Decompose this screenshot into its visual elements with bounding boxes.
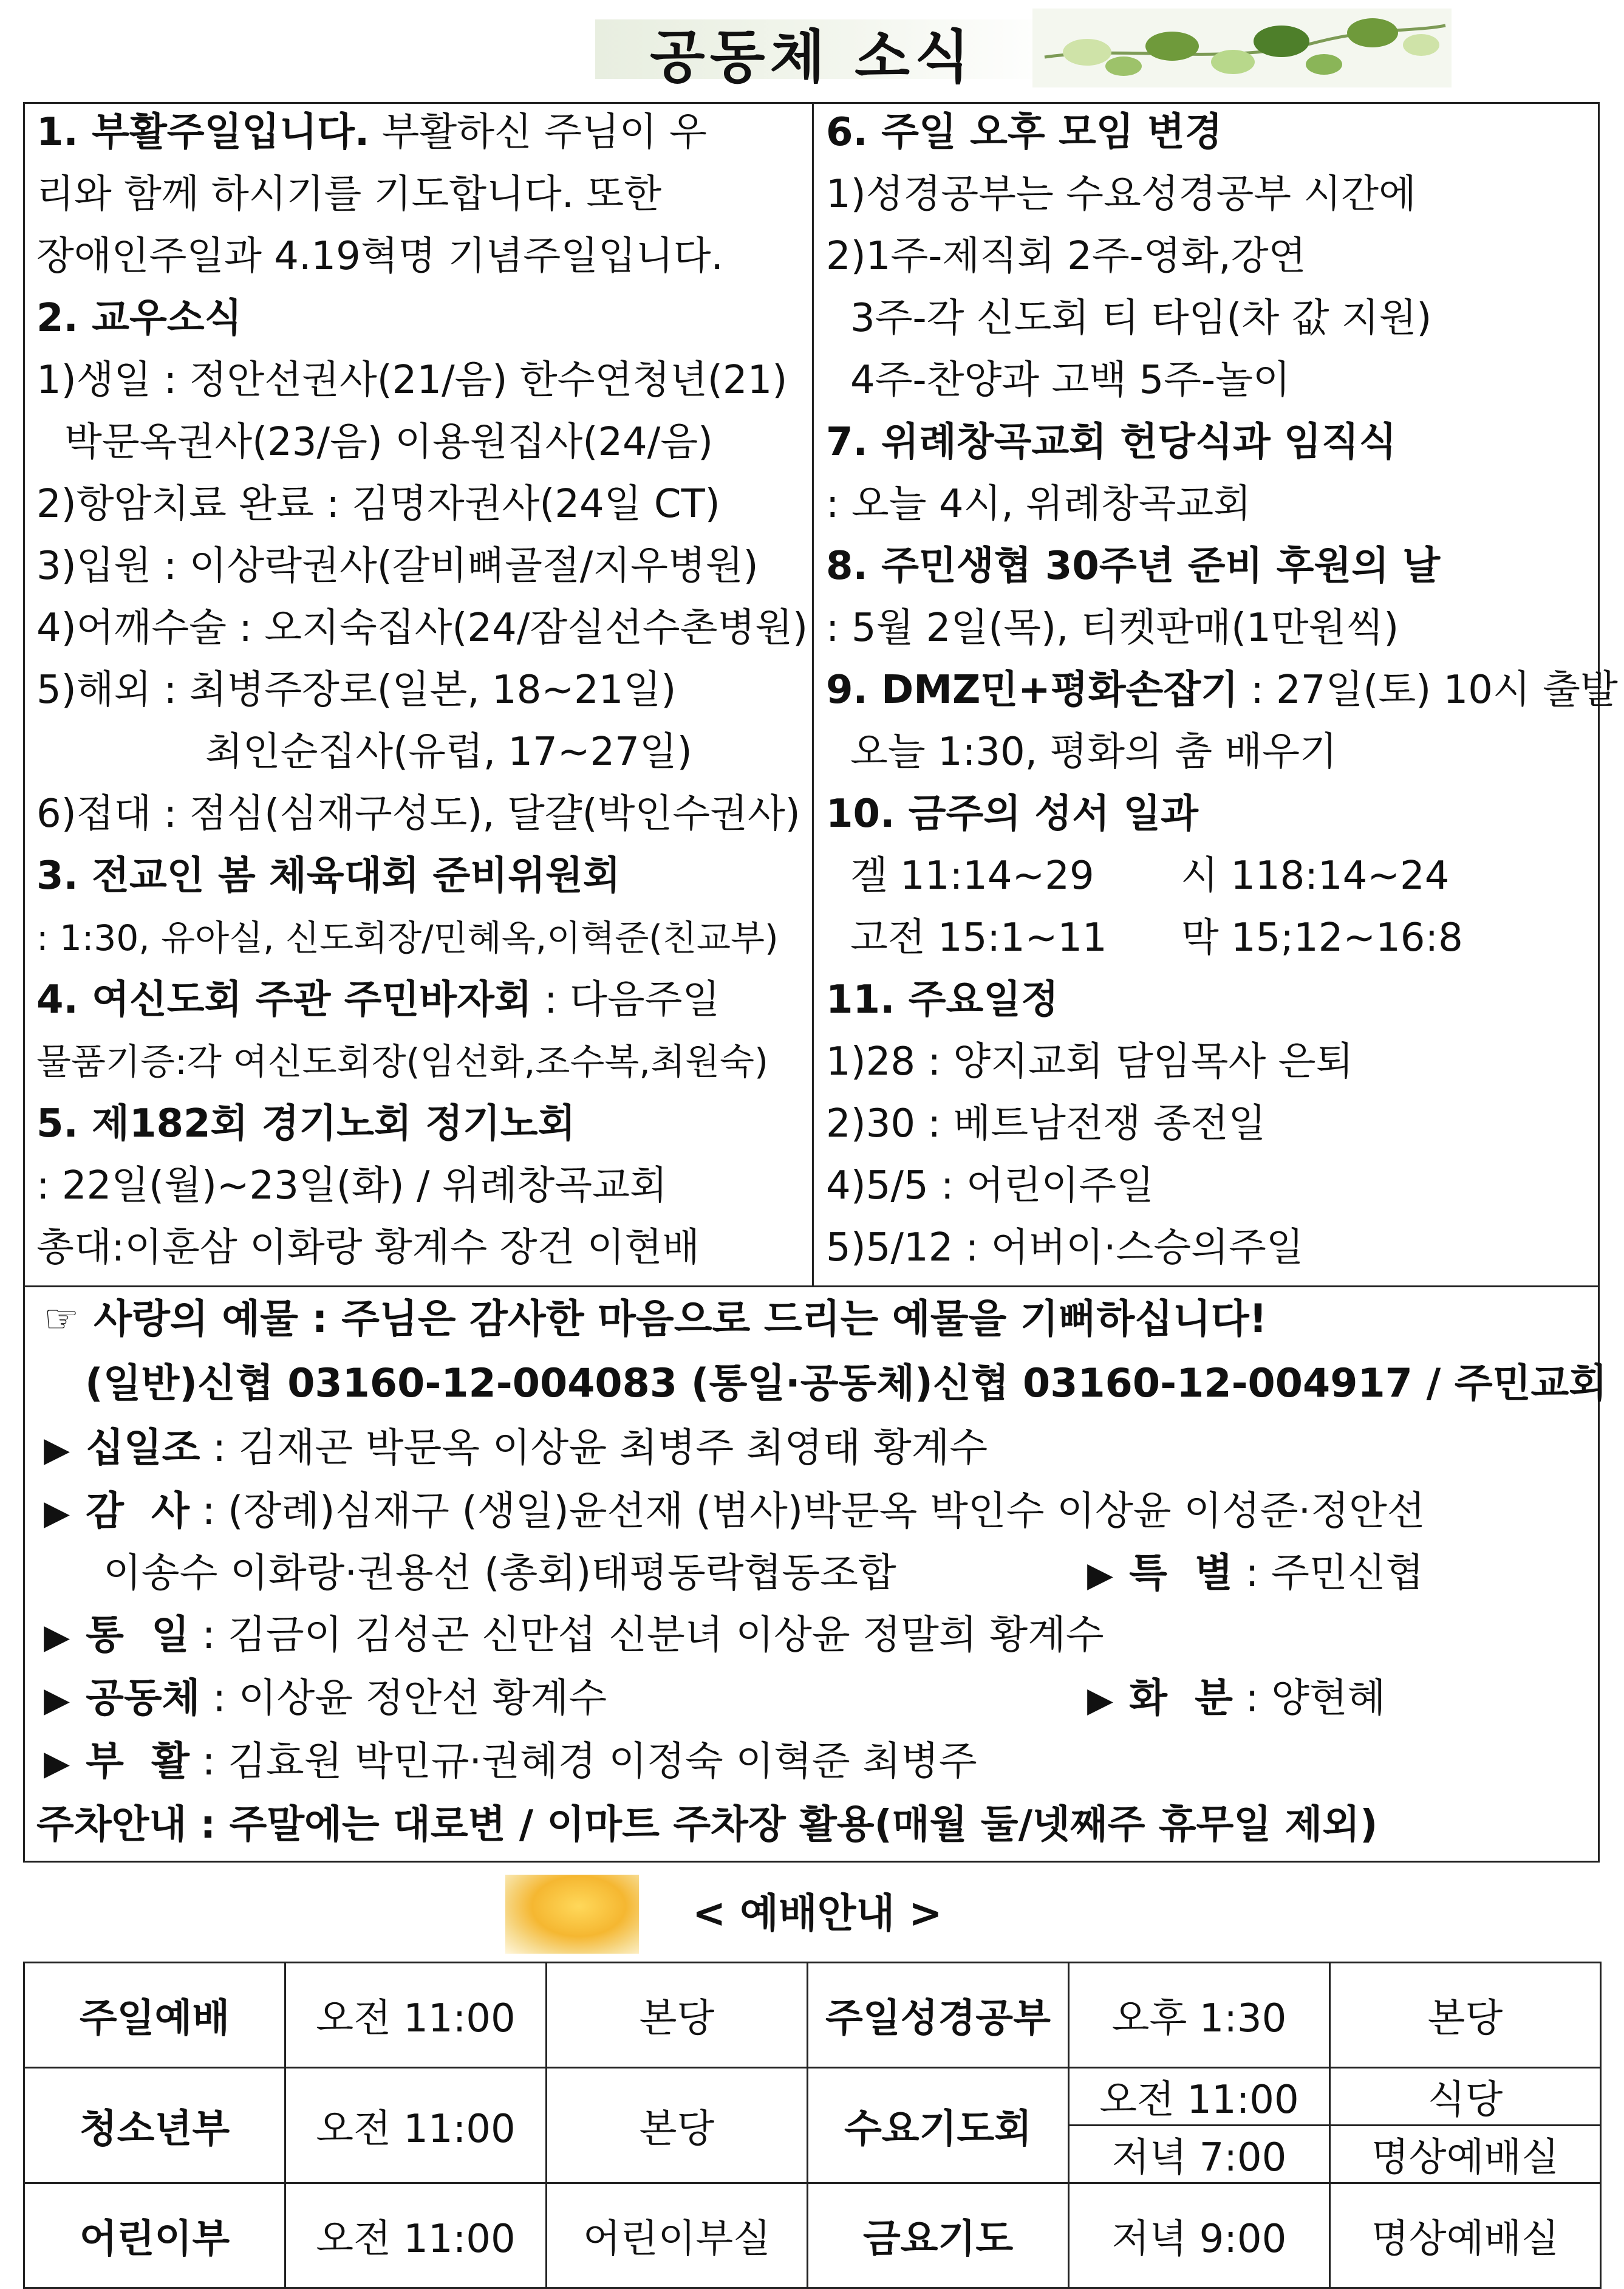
pointing-hand-icon: ☞: [44, 1296, 80, 1342]
news-line: 2)항암치료 완료 : 김명자권사(24일 CT): [36, 482, 720, 527]
news-line: 5)해외 : 최병주장로(일본, 18~21일): [36, 668, 677, 713]
offering-line-easter: [44, 1731, 977, 1794]
parking-notice: 주차안내 : 주말에는 대로변 / 이마트 주차장 활용(매월 둘/넷째주 휴무일 제외): [36, 1802, 1378, 1847]
title-area: [595, 6, 1458, 91]
news-heading: 6. 주일 오후 모임 변경: [826, 110, 1223, 155]
service-place: 명상예배실: [1330, 2183, 1601, 2288]
news-heading: 8. 주민생협 30주년 준비 후원의 날: [826, 544, 1441, 589]
news-item-9-line: [826, 660, 1618, 720]
flower-image: [505, 1875, 639, 1954]
offering-label: 특 별: [1129, 1550, 1233, 1596]
news-line: 4주-찬양과 고백 5주-놀이: [850, 358, 1291, 403]
service-name: 청소년부: [24, 2068, 285, 2183]
service-name: 주일예배: [24, 1963, 285, 2068]
offering-label: 화 분: [1129, 1675, 1233, 1721]
service-place: 본당: [547, 2068, 808, 2183]
news-line: 최인순집사(유럽, 17~27일): [205, 730, 692, 775]
schedule-title: < 예배안내 >: [692, 1890, 943, 1937]
news-line: : 5월 2일(목), 티켓판매(1만원씩): [826, 606, 1399, 651]
news-line: 장애인주일과 4.19혁명 기념주일입니다.: [36, 234, 723, 279]
offering-names: : 김효원 박민규·권혜경 이정숙 이혁준 최병주: [189, 1739, 977, 1784]
service-time-split: [1069, 2068, 1330, 2183]
offering-heading: [44, 1289, 1267, 1350]
news-line: 오늘 1:30, 평화의 춤 배우기: [850, 730, 1337, 775]
news-line: 6)접대 : 점심(심재구성도), 달걀(박인수권사): [36, 792, 800, 837]
service-name: 수요기도회: [808, 2068, 1069, 2183]
news-line: 고전 15:1~11 막 15;12~16:8: [850, 915, 1463, 960]
service-time: 오전 11:00: [285, 2183, 547, 2288]
service-place: 본당: [1330, 1963, 1601, 2068]
news-line: 1)생일 : 정안선권사(21/음) 한수연청년(21): [36, 358, 788, 403]
news-line: : 오늘 4시, 위례창곡교회: [826, 482, 1252, 527]
news-line: 4)어깨수술 : 오지숙집사(24/잠실선수촌병원): [36, 606, 808, 651]
news-heading: 10. 금주의 성서 일과: [826, 792, 1198, 837]
page-title: 공동체 소식: [650, 24, 975, 91]
news-heading: 11. 주요일정: [826, 977, 1059, 1022]
offering-names: : 이상윤 정안선 황계수: [200, 1675, 607, 1721]
news-line: 리와 함께 하시기를 기도합니다. 또한: [36, 172, 662, 217]
offering-label: 통 일: [86, 1612, 189, 1658]
offering-names: : 김재곤 박문옥 이상윤 최병주 최영태 황계수: [200, 1425, 988, 1471]
service-name: 금요기도: [808, 2183, 1069, 2288]
offering-line-flower: [1087, 1668, 1386, 1731]
triangle-right-icon: ▶: [44, 1617, 70, 1657]
service-time: 오전 11:00: [285, 1963, 547, 2068]
news-line: 3)입원 : 이상락권사(갈비뼈골절/지우병원): [36, 544, 759, 589]
triangle-right-icon: ▶: [1087, 1555, 1114, 1595]
triangle-right-icon: ▶: [1087, 1680, 1114, 1720]
news-line: 2)30 : 베트남전쟁 종전일: [826, 1101, 1266, 1146]
news-heading: 9. DMZ민+평화손잡기: [826, 668, 1238, 713]
news-text: : 다음주일: [531, 977, 720, 1022]
triangle-right-icon: ▶: [44, 1493, 70, 1533]
news-item-4-line: [36, 970, 720, 1030]
service-time: 오후 1:30: [1069, 1963, 1330, 2068]
table-row: [24, 2183, 1601, 2288]
service-name: 주일성경공부: [808, 1963, 1069, 2068]
news-line: 5)5/12 : 어버이·스승의주일: [826, 1225, 1304, 1270]
table-row: [24, 2068, 1601, 2183]
news-heading: 3. 전교인 봄 체육대회 준비위원회: [36, 854, 621, 898]
leaf-decoration-icon: [1032, 9, 1452, 87]
service-time: 오전 11:00: [285, 2068, 547, 2183]
triangle-right-icon: ▶: [44, 1680, 70, 1720]
news-line: 박문옥권사(23/음) 이용원집사(24/음): [64, 420, 714, 465]
bank-accounts: (일반)신협 03160-12-004083 (통일·공동체)신협 03160-12-004917 / 주민교회: [85, 1361, 1608, 1406]
service-place: 명상예배실: [1371, 2135, 1560, 2180]
service-time: 저녁 7:00: [1111, 2135, 1287, 2180]
news-line: 물품기증:각 여신도회장(임선화,조수복,최원숙): [36, 1041, 769, 1083]
offering-label: 공동체: [86, 1675, 200, 1721]
service-place: 어린이부실: [547, 2183, 808, 2288]
news-heading: 5. 제182회 경기노회 정기노회: [36, 1101, 576, 1146]
section-divider: [23, 1285, 1600, 1287]
service-place: 식당: [1331, 2068, 1600, 2126]
news-line: 1)성경공부는 수요성경공부 시간에: [826, 172, 1416, 217]
offering-line-special: [1087, 1543, 1424, 1606]
table-row: [24, 1963, 1601, 2068]
news-line: : 22일(월)~23일(화) / 위례창곡교회: [36, 1163, 667, 1208]
service-name: 어린이부: [24, 2183, 285, 2288]
offering-names: : 양현혜: [1232, 1675, 1386, 1721]
column-divider: [812, 102, 814, 1287]
news-line: 3주-각 신도회 티 타임(차 값 지원): [850, 296, 1432, 341]
offering-names: : 김금이 김성곤 신만섭 신분녀 이상윤 정말희 황계수: [189, 1612, 1104, 1658]
offering-line-community: [44, 1668, 607, 1731]
offering-line-thanks: [44, 1481, 1425, 1544]
offering-label: 감 사: [86, 1488, 189, 1534]
news-line: 4)5/5 : 어린이주일: [826, 1163, 1155, 1208]
worship-schedule-table: [23, 1962, 1602, 2289]
news-heading: 4. 여신도회 주관 주민바자회: [36, 977, 532, 1022]
offering-line-tithe: [44, 1418, 988, 1480]
service-place: 본당: [547, 1963, 808, 2068]
offering-names: : (장례)심재구 (생일)윤선재 (범사)박문옥 박인수 이상윤 이성준·정안선: [189, 1488, 1425, 1534]
service-time: 저녁 9:00: [1069, 2183, 1330, 2288]
news-heading: 7. 위례창곡교회 헌당식과 임직식: [826, 420, 1397, 465]
news-line: 겔 11:14~29 시 118:14~24: [850, 854, 1450, 898]
news-line: 1)28 : 양지교회 담임목사 은퇴: [826, 1039, 1354, 1084]
news-text: 부활하신 주님이 우: [369, 110, 707, 155]
news-heading: 1. 부활주일입니다.: [36, 110, 370, 155]
news-heading: 2. 교우소식: [36, 296, 242, 341]
news-text: : 27일(토) 10시 출발: [1238, 668, 1618, 713]
triangle-right-icon: ▶: [44, 1430, 70, 1470]
offering-line-unity: [44, 1605, 1104, 1668]
offering-heading-text: 사랑의 예물 : 주님은 감사한 마음으로 드리는 예물을 기뻐하십니다!: [94, 1296, 1267, 1342]
offering-label: 십일조: [86, 1425, 200, 1471]
news-item-1-line: [36, 102, 707, 163]
triangle-right-icon: ▶: [44, 1743, 70, 1783]
news-line: : 1:30, 유아실, 신도회장/민혜옥,이혁준(친교부): [36, 917, 779, 959]
news-line: 2)1주-제직회 2주-영화,강연: [826, 234, 1306, 279]
offering-names: : 주민신협: [1232, 1550, 1424, 1596]
service-place-split: [1330, 2068, 1601, 2183]
news-line: 총대:이훈삼 이화랑 황계수 장건 이현배: [36, 1225, 700, 1270]
offering-names: 이송수 이화랑·권용선 (총회)태평동락협동조합: [103, 1550, 896, 1596]
service-time: 오전 11:00: [1070, 2068, 1329, 2126]
offering-label: 부 활: [86, 1739, 189, 1784]
